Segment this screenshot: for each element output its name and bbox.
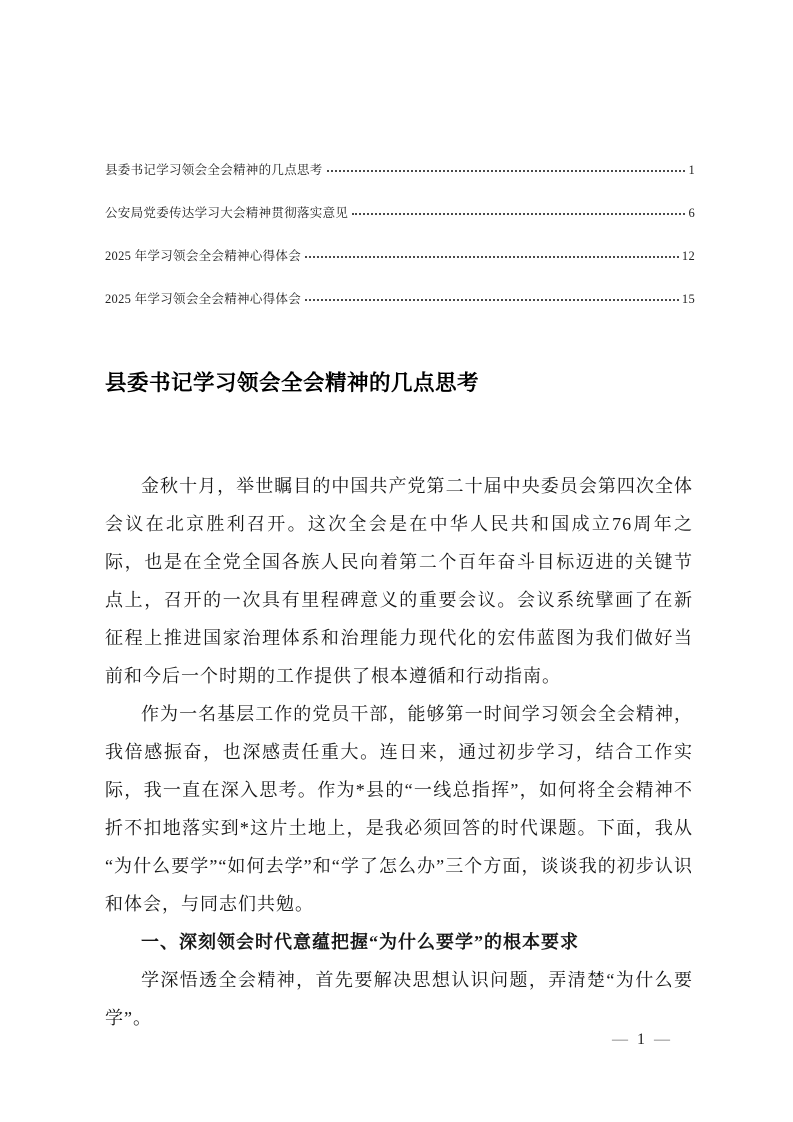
table-of-contents (105, 162, 695, 334)
section-heading: 一、深刻领会时代意蕴把握“为什么要学”的根本要求 (141, 932, 579, 952)
toc-entry-title: 2025 年学习领会全会精神心得体会 (105, 249, 302, 263)
toc-leader-dots (327, 170, 686, 172)
toc-leader-dots (305, 299, 679, 301)
page-number-footer (612, 1030, 670, 1050)
toc-page-number: 6 (688, 206, 695, 220)
article-title: 县委书记学习领会全会精神的几点思考 (105, 371, 480, 395)
article-body (105, 467, 693, 1037)
toc-page-number: 12 (681, 249, 695, 263)
body-paragraph: 金秋十月，举世瞩目的中国共产党第二十届中央委员会第四次全体会议在北京胜利召开。这次全会是在中华人民共和国成立76周年之际，也是在全党全国各族人民向着第二个百年奋斗目标迈进的关键节点上，召开的一次具有里程碑意义的重要会议。会议系统擘画了在新征程上推进国家治理体系和治理能力现代化的宏伟蓝图为我们做好当前和今后一个时期的工作提供了根本遵循和行动指南。 (105, 476, 693, 686)
toc-entry[interactable] (105, 291, 695, 307)
toc-entry[interactable] (105, 248, 695, 264)
footer-dash-left: — (612, 1031, 628, 1048)
toc-page-number: 1 (688, 163, 695, 177)
toc-entry-title: 县委书记学习领会全会精神的几点思考 (105, 163, 323, 177)
toc-entry[interactable] (105, 205, 695, 221)
toc-leader-dots (352, 213, 685, 215)
toc-entry-title: 公安局党委传达学习大会精神贯彻落实意见 (105, 206, 349, 220)
footer-page-number: 1 (637, 1031, 645, 1048)
toc-entry[interactable] (105, 162, 695, 178)
body-paragraph: 作为一名基层工作的党员干部，能够第一时间学习领会全会精神，我倍感振奋，也深感责任重大。连日来，通过初步学习，结合工作实际，我一直在深入思考。作为*县的“一线总指挥”，如何将全会精神不折不扣地落实到*这片土地上，是我必须回答的时代课题。下面，我从“为什么要学”“如何去学”和“学了怎么办”三个方面，谈谈我的初步认识和体会，与同志们共勉。 (105, 704, 693, 914)
toc-page-number: 15 (681, 292, 695, 306)
footer-dash-right: — (654, 1031, 670, 1048)
toc-entry-title: 2025 年学习领会全会精神心得体会 (105, 292, 302, 306)
toc-leader-dots (305, 256, 679, 258)
body-paragraph: 学深悟透全会精神，首先要解决思想认识问题，弄清楚“为什么要学”。 (105, 970, 693, 1028)
